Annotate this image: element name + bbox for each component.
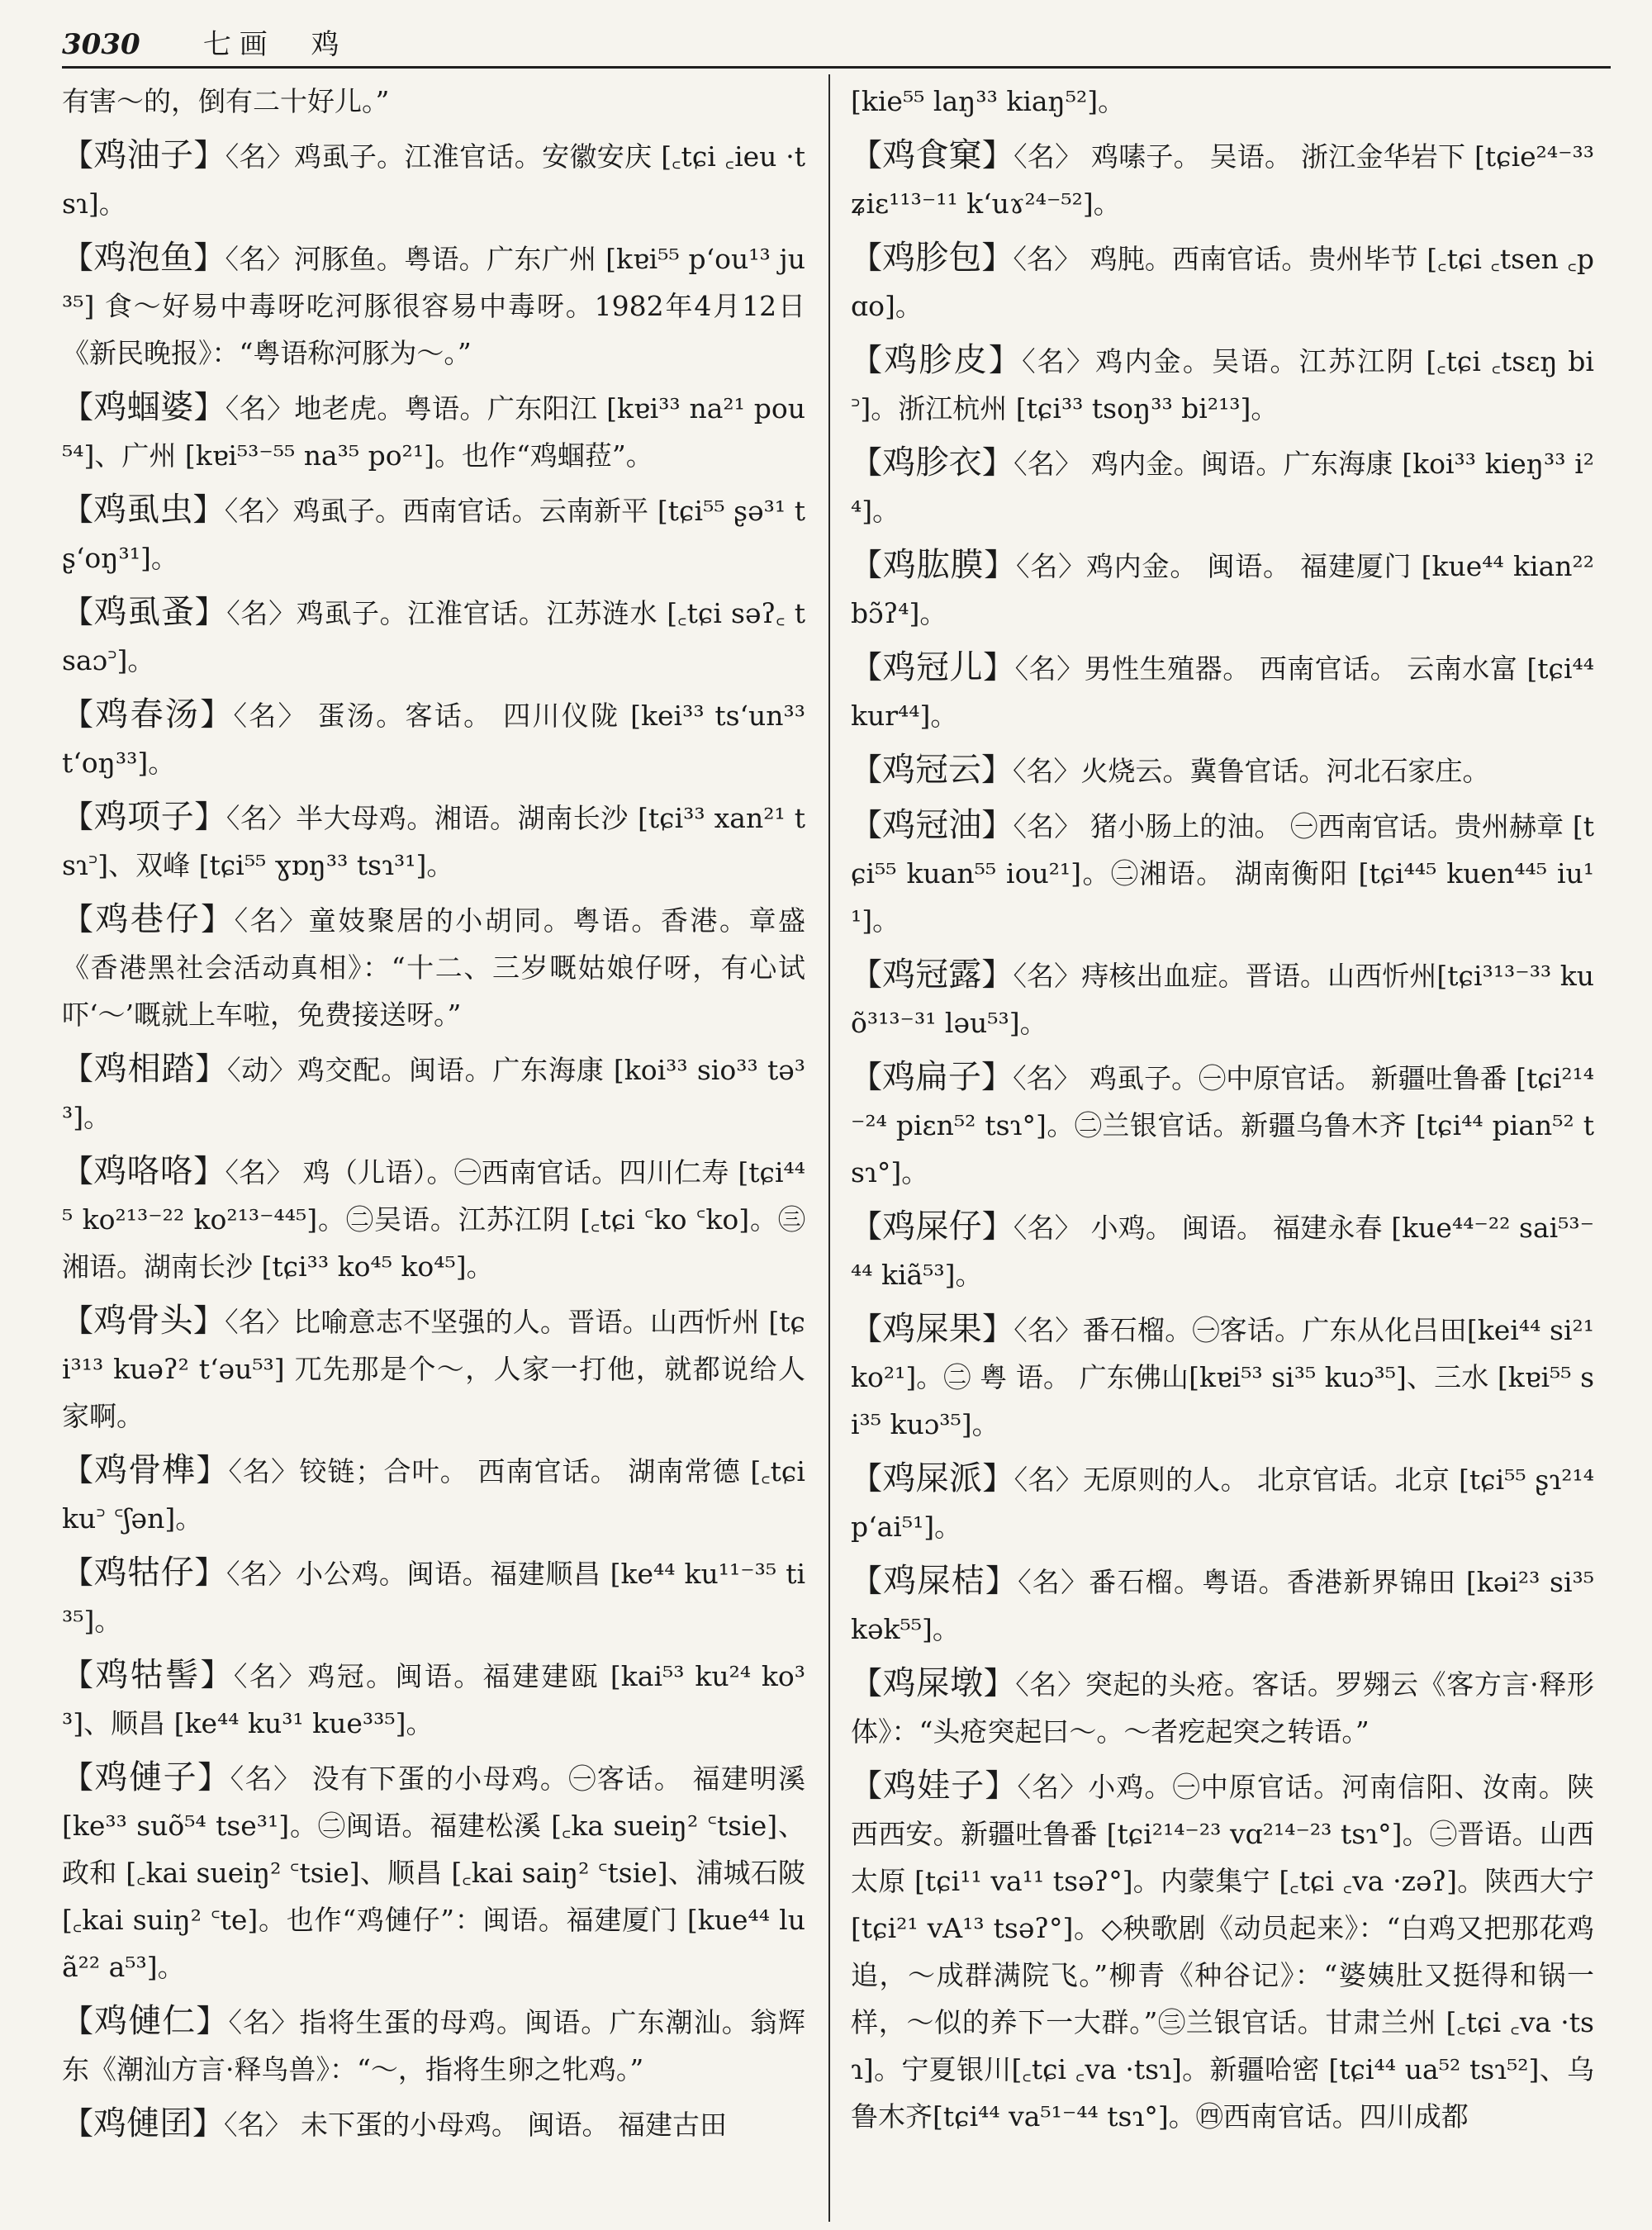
headword: 鸡屎仔 [882,1208,982,1245]
bracket-close: 】 [194,799,226,835]
headword: 鸡屎派 [882,1459,983,1497]
continuation-text: 有害～的，倒有二十好儿。” [62,85,390,117]
headword: 鸡冠云 [882,751,982,789]
bracket-close: 】 [981,137,1014,173]
dictionary-entry [62,1754,805,1990]
continuation-text: [kie⁵⁵ laŋ³³ kiaŋ⁵²]。 [851,85,1126,117]
headword: 鸡相踏 [93,1050,196,1088]
entry-definition: 〈名〉突起的头疮。客话。罗翙云《客方言·释形体》：“头疮突起曰～。～者疙起突之转语。” [851,1668,1594,1748]
left-column [62,78,805,2222]
dictionary-entry [851,1203,1594,1298]
entry-definition: 〈动〉鸡交配。闽语。广东海康 [koi³³ sio³³ tə³³]。 [62,1054,805,1133]
bracket-open: 【 [851,1208,883,1245]
headword: 鸡虱虫 [93,491,193,529]
dictionary-entry [851,439,1594,534]
dictionary-entry [62,1447,805,1542]
bracket-close: 】 [194,1554,226,1591]
bracket-open: 【 [62,1452,95,1488]
headword: 鸡屎桔 [883,1562,985,1600]
entry-definition: 〈名〉河豚鱼。粤语。广东广州 [kɐi⁵⁵ p‘ou¹³ ju³⁵] 食～好易中毒呀吃河豚很容易中毒呀。1982年4月12日《新民晚报》：“粤语称河豚为～。” [62,243,805,369]
entry-definition: 〈名〉番石榴。粤语。香港新界锦田 [kəi²³ si³⁵ kək⁵⁵]。 [851,1566,1594,1645]
entry-definition: 〈名〉 鸡（儿语）。㊀西南官话。四川仁寿 [tɕi⁴⁴⁵ ko²¹³⁻²² ko²¹³⁻⁴⁴⁵]。㊁吴语。江苏江阴 [꜀tɕi ꜂ko ꜂ko]。㊂湘语。湖南长沙 [tɕi³³ ko⁴⁵ ko⁴⁵]。 [62,1156,805,1283]
entry-definition: 〈名〉小公鸡。闽语。福建顺昌 [ke⁴⁴ ku¹¹⁻³⁵ ti³⁵]。 [62,1558,805,1637]
entry-definition: 〈名〉童妓聚居的小胡同。粤语。香港。章盛《香港黑社会活动真相》：“十二、三岁嘅姑娘仔呀，有心试吓‘～’嘅就上车啦，免费接送呀。” [62,904,805,1031]
bracket-open: 【 [62,389,94,425]
bracket-close: 】 [192,1302,225,1339]
entry-definition: 〈名〉 鸡肫。西南官话。贵州毕节 [꜀tɕi ꜀tsen ꜀pɑo]。 [851,243,1594,322]
headword: 鸡屎果 [882,1310,982,1348]
entry-definition: 〈名〉 未下蛋的小母鸡。 闽语。 福建古田 [224,2109,728,2141]
bracket-close: 】 [985,1767,1018,1804]
bracket-open: 【 [851,807,883,843]
entry-definition: 〈名〉鸡内金。吴语。江苏江阴 [꜀tɕi ꜀tsɛŋ bi꜄]。浙江杭州 [tɕi³³ tsoŋ³³ bi²¹³]。 [851,345,1594,425]
headword: 鸡牯髻 [95,1656,201,1694]
bracket-open: 【 [851,956,883,993]
bracket-open: 【 [62,491,94,528]
bracket-open: 【 [62,2105,94,2142]
dictionary-entry [851,1558,1594,1653]
entry-definition: 〈名〉鸡虱子。西南官话。云南新平 [tɕi⁵⁵ ʂə³¹ tʂ‘oŋ³¹]。 [62,495,805,574]
bracket-open: 【 [851,752,883,788]
dictionary-entry [851,951,1594,1046]
headword: 鸡胗衣 [882,444,982,482]
bracket-close: 】 [192,491,225,528]
dictionary-entry [62,235,805,377]
entry-definition: 〈名〉番石榴。㊀客话。广东从化吕田[kei⁴⁴ si²¹ ko²¹]。㊁ 粤 语。 广东佛山[kɐi⁵³ si³⁵ kuɔ³⁵]、三水 [kɐi⁵⁵ si³⁵ kuɔ³⁵]。 [851,1314,1594,1440]
headword: 鸡娃子 [883,1767,985,1805]
dictionary-entry [62,794,805,889]
page-number: 3030 [62,28,140,61]
bracket-open: 【 [62,2003,95,2039]
entry-definition: 〈名〉铰链；合叶。 西南官话。 湖南常德 [꜀tɕi ku꜄ ꜂ʃən]。 [62,1455,805,1535]
headword: 鸡胗包 [882,239,982,277]
bracket-close: 】 [981,752,1014,788]
bracket-close: 】 [982,1460,1014,1497]
dictionary-entry [851,1763,1594,2140]
bracket-open: 【 [851,547,883,583]
bracket-close: 】 [200,696,234,733]
dictionary-entry [62,691,805,786]
dictionary-entry [62,1046,805,1141]
dictionary-entry [62,486,805,581]
bracket-close: 】 [981,240,1014,276]
dictionary-entry [62,384,805,479]
headword: 鸡屎墩 [882,1664,984,1702]
entry-definition: 〈名〉 鸡虱子。㊀中原官话。 新疆吐鲁番 [tɕi²¹⁴⁻²⁴ piɛn⁵² tsɿ°]。㊁兰银官话。新疆乌鲁木齐 [tɕi⁴⁴ pian⁵² tsɿ°]。 [851,1062,1594,1189]
section-label: 七画 [202,28,276,61]
entry-definition: 〈名〉鸡冠。闽语。福建建瓯 [kai⁵³ ku²⁴ ko³³]、顺昌 [ke⁴⁴ ku³¹ kue³³⁵]。 [62,1660,805,1739]
entry-definition: 〈名〉 猪小肠上的油。 ㊀西南官话。贵州赫章 [tɕi⁵⁵ kuan⁵⁵ iou²¹]。㊁湘语。 湖南衡阳 [tɕi⁴⁴⁵ kuen⁴⁴⁵ iu¹¹]。 [851,810,1594,937]
dictionary-entry [62,132,805,227]
dictionary-entry [851,235,1594,330]
bracket-open: 【 [62,1657,96,1693]
dictionary-entry [62,1549,805,1644]
bracket-close: 】 [196,1452,229,1488]
headword: 鸡牯仔 [93,1554,195,1592]
dictionary-entry [62,896,805,1038]
dictionary-entry [851,644,1594,739]
dictionary-entry [851,802,1594,944]
bracket-open: 【 [851,1767,884,1804]
entry-definition: 〈名〉鸡内金。 闽语。 福建厦门 [kue⁴⁴ kian²² bɔ̃ʔ⁴]。 [851,550,1594,629]
bracket-open: 【 [851,1563,884,1599]
bracket-close: 】 [195,1051,227,1087]
bracket-open: 【 [851,342,885,378]
dictionary-entry [851,1054,1594,1196]
headword: 鸡骨头 [93,1302,193,1340]
headword: 鸡骨榫 [94,1451,197,1489]
bracket-close: 】 [193,137,225,173]
bracket-close: 】 [194,594,227,630]
headword: 鸡泡鱼 [93,239,194,277]
entry-definition: 〈名〉鸡虱子。江淮官话。安徽安庆 [꜀tɕi ꜀ieu ·tsɿ]。 [62,140,805,220]
entry-definition: 〈名〉指将生蛋的母鸡。闽语。广东潮汕。翁辉东《潮汕方言·释鸟兽》：“～，指将生卵之牝鸡。” [62,2006,805,2085]
bracket-close: 】 [981,1208,1014,1245]
bracket-open: 【 [62,1554,94,1591]
bracket-close: 】 [193,240,225,276]
headword: 鸡虱蚤 [93,593,195,631]
column-divider [828,74,830,2222]
bracket-close: 】 [983,1665,1016,1701]
bracket-open: 【 [62,594,94,630]
headword: 鸡油子 [93,136,194,174]
entry-definition: 〈名〉火烧云。冀鲁官话。河北石家庄。 [1013,755,1490,787]
entry-definition: 〈名〉 蛋汤。客话。 四川仪陇 [kei³³ ts‘un³³ t‘oŋ³³]。 [62,700,805,779]
bracket-open: 【 [62,696,96,733]
bracket-open: 【 [851,1311,883,1347]
dictionary-entry [851,1660,1594,1755]
dictionary-entry [851,1306,1594,1448]
bracket-open: 【 [62,137,94,173]
entry-definition: 〈名〉男性生殖器。 西南官话。 云南水富 [tɕi⁴⁴ kur⁴⁴]。 [851,652,1594,732]
bracket-close: 】 [201,901,235,937]
headword: 鸡项子 [93,798,195,836]
dictionary-entry [851,542,1594,637]
dictionary-entry [851,1455,1594,1550]
entry-definition: 〈名〉 鸡嗉子。 吴语。 浙江金华岩下 [tɕie²⁴⁻³³ ʑiɛ¹¹³⁻¹¹ k‘uɤ²⁴⁻⁵²]。 [851,140,1594,220]
bracket-open: 【 [62,1759,95,1796]
page-header [62,23,1607,66]
bracket-close: 】 [981,956,1014,993]
header-rule [62,66,1611,69]
right-column [851,78,1594,2222]
bracket-open: 【 [851,1665,883,1701]
dictionary-entry [62,1652,805,1747]
entry-definition: 〈名〉痔核出血症。晋语。山西忻州[tɕi³¹³⁻³³ kuõ³¹³⁻³¹ ləu⁵³]。 [851,960,1594,1039]
entry-definition: 〈名〉无原则的人。 北京官话。北京 [tɕi⁵⁵ ʂɿ²¹⁴ p‘ai⁵¹]。 [851,1464,1594,1543]
headword: 鸡春汤 [95,695,201,733]
headword: 鸡蝈婆 [93,388,194,426]
headword: 鸡冠露 [882,956,982,994]
dictionary-entry [851,747,1594,795]
bracket-close: 】 [981,1059,1014,1095]
headword: 鸡食窠 [882,136,982,174]
headword: 鸡胗皮 [884,341,989,379]
bracket-close: 】 [193,1153,225,1189]
bracket-open: 【 [62,901,96,937]
bracket-open: 【 [62,1302,94,1339]
entry-definition: 〈名〉地老虎。粤语。广东阳江 [kɐi³³ na²¹ pou⁵⁴]、广州 [kɐi⁵³⁻⁵⁵ na³⁵ po²¹]。也作“鸡蝈菈”。 [62,392,805,472]
headword: 鸡冠油 [882,806,982,844]
bracket-close: 】 [988,342,1023,378]
dictionary-entry [851,132,1594,227]
headword: 鸡冠儿 [882,648,984,686]
entry-definition: 〈名〉 鸡内金。闽语。广东海康 [koi³³ kieŋ³³ i²⁴]。 [851,448,1594,527]
bracket-close: 】 [981,1311,1014,1347]
bracket-open: 【 [851,444,883,481]
bracket-open: 【 [62,240,94,276]
dictionary-entry [62,1998,805,2093]
dictionary-entry [62,1148,805,1290]
bracket-close: 】 [197,1759,230,1796]
head-character: 鸡 [311,28,339,61]
bracket-close: 】 [200,1657,234,1693]
entry-definition: 〈名〉 没有下蛋的小母鸡。㊀客话。 福建明溪 [ke³³ suõ⁵⁴ tse³¹]。㊁闽语。福建松溪 [꜀ka sueiŋ² ꜂tsie]、政和 [꜀kai sueiŋ² ꜂tsie]、顺昌 [꜀kai saiŋ² ꜂tsie]、浦城石陂 [꜀kai suiŋ² ꜂te]。也作“鸡僆仔”：闽语。福建厦门 [kue⁴⁴ luã²² a⁵³]。 [62,1763,805,1983]
bracket-open: 【 [851,1460,883,1497]
entry-definition: 〈名〉半大母鸡。湘语。湖南长沙 [tɕi³³ xan²¹ tsɿ꜄]、双峰 [tɕi⁵⁵ ɣɒŋ³³ tsɿ³¹]。 [62,802,805,881]
bracket-open: 【 [62,799,94,835]
bracket-close: 】 [981,807,1014,843]
entry-definition: 〈名〉 小鸡。 闽语。 福建永春 [kue⁴⁴⁻²² sai⁵³⁻⁴⁴ kiã⁵³]。 [851,1212,1594,1291]
headword: 鸡咯咯 [93,1152,194,1190]
dictionary-entry [62,2100,805,2148]
bracket-close: 】 [981,444,1014,481]
entry-definition: 〈名〉比喻意志不坚强的人。晋语。山西忻州 [tɕi³¹³ kuəʔ² t‘əu⁵³] 兀先那是个～，人家一打他，就都说给人家啊。 [62,1306,805,1432]
bracket-open: 【 [851,1059,883,1095]
headword: 鸡肱膜 [882,546,985,584]
dictionary-entry [851,337,1594,432]
bracket-close: 】 [193,389,225,425]
headword: 鸡僆仁 [94,2002,197,2040]
bracket-close: 】 [192,2105,225,2142]
bracket-close: 】 [984,547,1017,583]
headword: 鸡巷仔 [95,900,202,938]
bracket-open: 【 [62,1051,94,1087]
headword: 鸡僆子 [94,1758,198,1796]
entry-definition: 〈名〉鸡虱子。江淮官话。江苏涟水 [꜀tɕi səʔ꜀ tsaɔ꜄]。 [62,597,805,676]
headword: 鸡僆囝 [93,2104,193,2142]
headword: 鸡扁子 [882,1058,982,1096]
bracket-open: 【 [851,137,883,173]
bracket-open: 【 [851,649,883,686]
dictionary-entry [62,589,805,684]
bracket-close: 】 [196,2003,229,2039]
bracket-close: 】 [985,1563,1018,1599]
bracket-open: 【 [62,1153,94,1189]
dictionary-entry [62,1298,805,1440]
bracket-close: 】 [983,649,1015,686]
bracket-open: 【 [851,240,883,276]
entry-definition: 〈名〉小鸡。㊀中原官话。河南信阳、汝南。陕西西安。新疆吐鲁番 [tɕi²¹⁴⁻²³ vɑ²¹⁴⁻²³ tsɿ°]。㊁晋语。山西太原 [tɕi¹¹ va¹¹ tsəʔ°]。内蒙集宁 [꜀tɕi ꜀va ·zəʔ]。陕西大宁 [tɕi²¹ vA¹³ tsəʔ°]。◇秧歌剧《动员起来》：“白鸡又把那花鸡追，～成群满院飞。”柳青《种谷记》：“婆姨肚又挺得和锅一样，～似的养下一大群。”㊂兰银官话。甘肃兰州 [꜀tɕi ꜀va ·tsɿ]。宁夏银川[꜀tɕi ꜀va ·tsɿ]。新疆哈密 [tɕi⁴⁴ ua⁵² tsɿ⁵²]、乌鲁木齐[tɕi⁴⁴ va⁵¹⁻⁴⁴ tsɿ°]。㊃西南官话。四川成都 [851,1771,1594,2133]
